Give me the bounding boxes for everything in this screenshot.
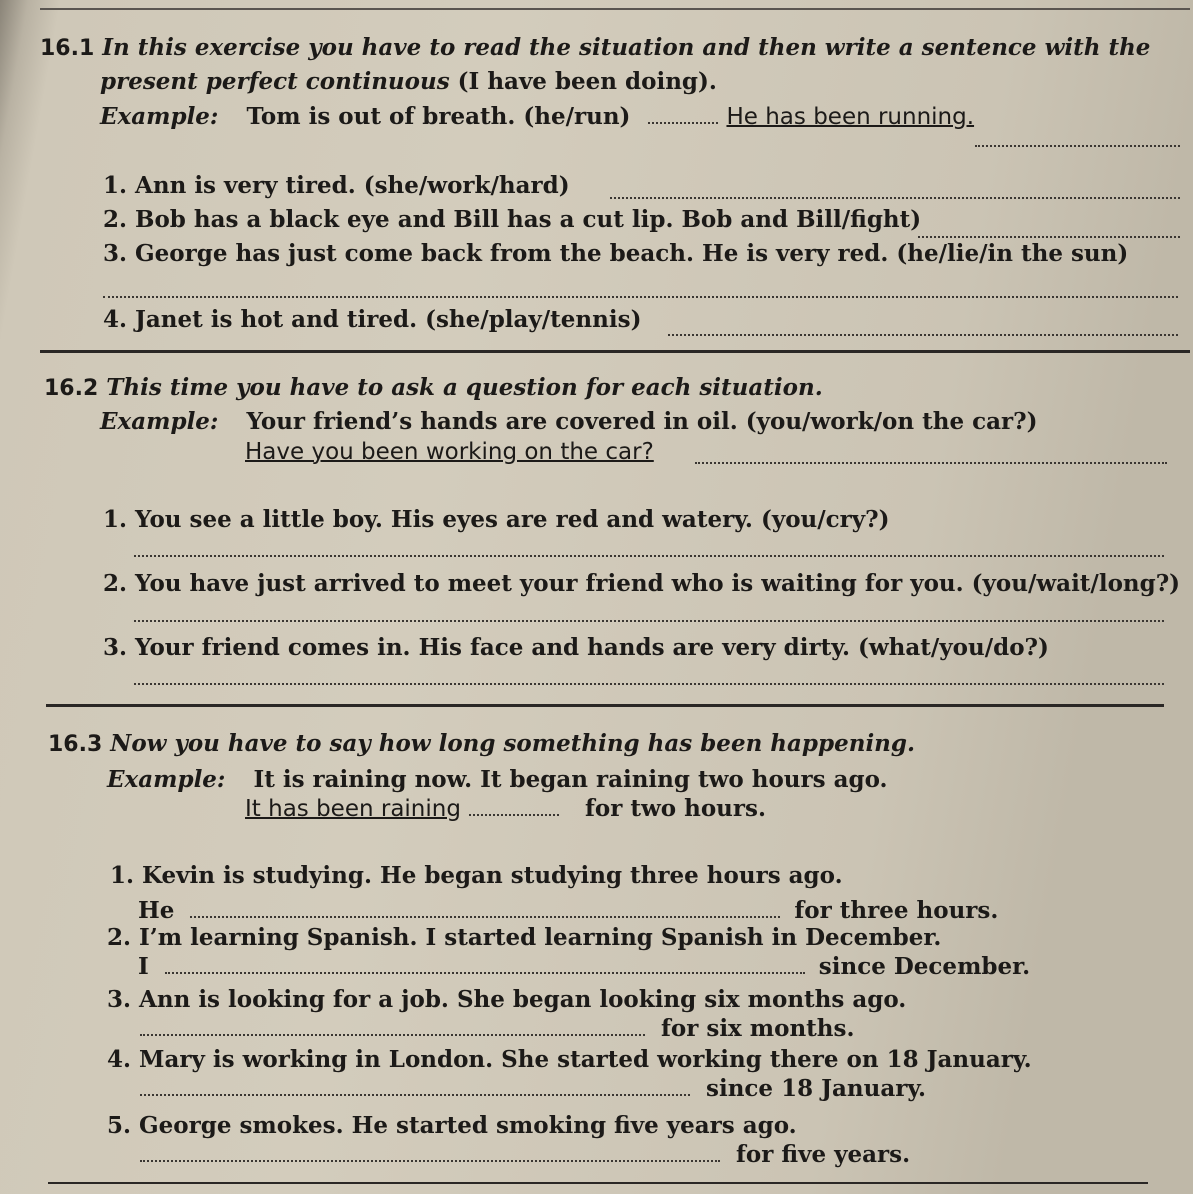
example-answer: He has been running. [726, 104, 975, 130]
exercise-item [107, 1046, 1032, 1074]
answer-blank-1[interactable] [134, 555, 1164, 557]
answer-suffix: since 18 January. [706, 1075, 927, 1102]
exercise-item [103, 240, 1128, 268]
item-text: 3. Your friend comes in. His face and hands are very dirty. (what/you/do?) [103, 634, 1049, 661]
example-answer: Have you been working on the car? [245, 439, 654, 465]
item-text: 2. I’m learning Spanish. I started learning Spanish in December. [107, 924, 942, 951]
instruction-bold: (I have been doing). [457, 68, 717, 95]
item-text: 2. Bob has a black eye and Bill has a cut lip. Bob and Bill/fight) [103, 206, 922, 233]
answer-row [138, 952, 1030, 981]
section-16-3-example [107, 766, 888, 794]
answer-prefix: I [138, 953, 149, 980]
exercise-item [107, 924, 941, 952]
answer-row [140, 1014, 854, 1043]
answer-blank[interactable] [140, 1140, 720, 1162]
section-16-1-instruction-cont [100, 68, 717, 96]
answer-line [695, 462, 1167, 464]
answer-blank-2[interactable] [134, 620, 1164, 622]
exercise-item [103, 306, 641, 334]
answer-blank[interactable] [140, 1074, 690, 1096]
example-text: Your friend’s hands are covered in oil. (you/work/on the car?) [246, 408, 1038, 435]
example-text: It is raining now. It began raining two hours ago. [253, 766, 888, 793]
item-text: 3. Ann is looking for a job. She began looking six months ago. [107, 986, 907, 1013]
instruction-continued: present perfect continuous [100, 68, 450, 95]
exercise-item [103, 206, 921, 234]
example-answer: It has been raining [245, 796, 461, 822]
section-divider [40, 350, 1190, 353]
example-text: Tom is out of breath. (he/run) [246, 103, 631, 130]
answer-blank[interactable] [140, 1014, 645, 1036]
answer-dots [469, 794, 559, 816]
answer-suffix: for five years. [736, 1141, 911, 1168]
section-number: 16.2 [44, 376, 99, 401]
section-16-1-header [40, 34, 1150, 63]
section-instruction: In this exercise you have to read the situation and then write a sentence with the [102, 34, 1151, 61]
answer-blank-4[interactable] [668, 334, 1178, 336]
answer-prefix: He [138, 897, 175, 924]
section-16-2-header [44, 374, 823, 403]
exercise-item [107, 1112, 797, 1140]
exercise-item [103, 634, 1049, 662]
item-text: 2. You have just arrived to meet your friend who is waiting for you. (you/wait/long?) [103, 570, 1181, 597]
example-label: Example: [100, 408, 219, 435]
example-label: Example: [107, 766, 226, 793]
item-text: 1. Ann is very tired. (she/work/hard) [103, 172, 570, 199]
answer-blank-2[interactable] [918, 236, 1180, 238]
section-instruction: This time you have to ask a question for each situation. [106, 374, 823, 401]
section-16-3-header [48, 730, 915, 759]
answer-row [138, 896, 998, 925]
section-16-1-example [100, 102, 974, 131]
answer-suffix: since December. [818, 953, 1031, 980]
answer-row [140, 1074, 926, 1103]
example-label: Example: [100, 103, 219, 130]
answer-blank[interactable] [165, 952, 805, 974]
section-number: 16.1 [40, 36, 95, 61]
item-text: 4. Mary is working in London. She started working there on 18 January. [107, 1046, 1032, 1073]
answer-line [975, 145, 1180, 147]
exercise-item [107, 986, 906, 1014]
example-answer-line [245, 794, 766, 823]
exercise-item [103, 506, 890, 534]
exercise-item [103, 570, 1180, 598]
section-divider [46, 704, 1164, 707]
item-text: 1. You see a little boy. His eyes are red and watery. (you/cry?) [103, 506, 890, 533]
exercise-item [103, 172, 570, 200]
answer-row [140, 1140, 910, 1169]
answer-suffix: for six months. [661, 1015, 855, 1042]
answer-suffix: for three hours. [794, 897, 999, 924]
exercise-item [110, 862, 843, 890]
answer-blank-1[interactable] [610, 197, 1180, 199]
section-number: 16.3 [48, 732, 103, 757]
bottom-rule [48, 1182, 1148, 1184]
top-rule [40, 8, 1190, 10]
item-text: 5. George smokes. He started smoking five years ago. [107, 1112, 797, 1139]
answer-dots [648, 102, 718, 124]
example-suffix: for two hours. [584, 795, 766, 822]
answer-blank[interactable] [190, 896, 780, 918]
section-instruction: Now you have to say how long something has been happening. [110, 730, 915, 757]
item-text: 1. Kevin is studying. He began studying three hours ago. [110, 862, 843, 889]
item-text: 4. Janet is hot and tired. (she/play/tennis) [103, 306, 642, 333]
item-text: 3. George has just come back from the beach. He is very red. (he/lie/in the sun) [103, 240, 1129, 267]
answer-blank-3[interactable] [134, 683, 1164, 685]
example-answer-line [245, 438, 654, 466]
answer-blank-3[interactable] [103, 296, 1178, 298]
section-16-2-example [100, 408, 1037, 436]
